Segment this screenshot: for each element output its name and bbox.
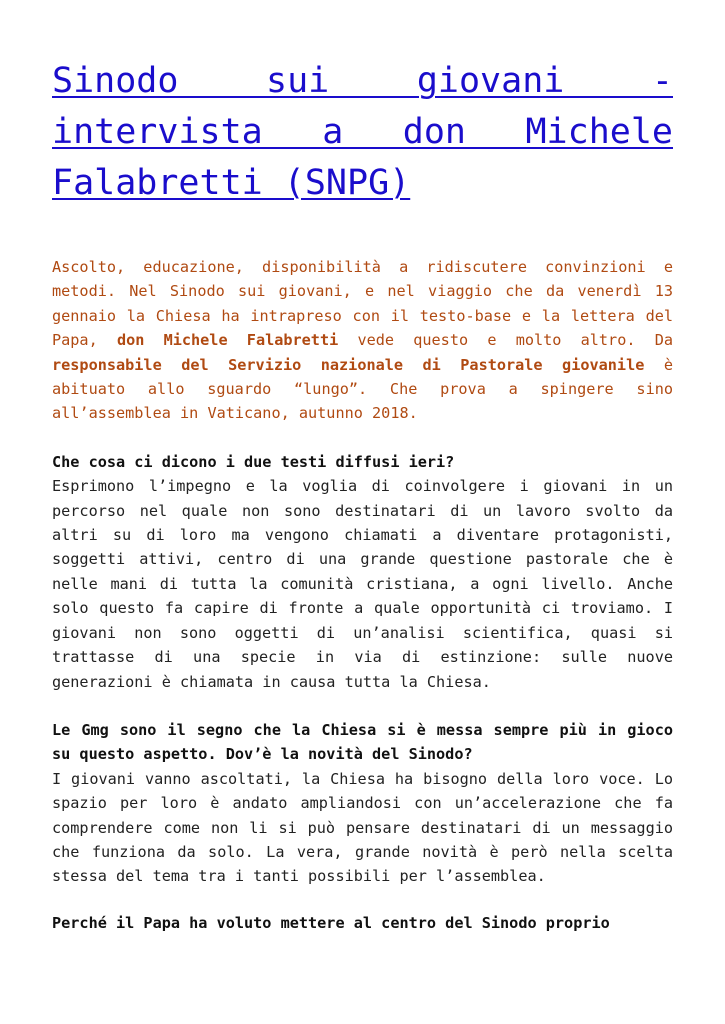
qa-block-2 [52,718,673,889]
question-1: Che cosa ci dicono i due testi diffusi ieri? [52,452,455,471]
lead-name: don Michele Falabretti [116,331,339,350]
article-title [52,56,673,209]
qa-block-3 [52,911,673,935]
qa-block-1 [52,450,673,694]
answer-2: I giovani vanno ascoltati, la Chiesa ha bisogno della loro voce. Lo spazio per loro è andato ampliandosi con un’accelerazione che fa comprendere come non li si può pensare destinatari di un messaggio che funziona da solo. La vera, grande novità è però nella scelta stessa del tema tra i tanti possibili per l’assemblea. [52,769,673,886]
article-lead [52,255,673,426]
question-3: Perché il Papa ha voluto mettere al centro del Sinodo proprio [52,913,610,932]
lead-text-1: Ascolto, educazione, disponibilità a ridiscutere convinzioni e metodi. Nel Sinodo sui giovani, e nel viaggio che da venerdì 13 gennaio la Chiesa ha intrapreso con il testo-base e la lettera del Papa, [52,258,673,350]
lead-role: responsabile del Servizio nazionale di Pastorale giovanile [52,355,645,374]
article-title-link[interactable]: Sinodo sui giovani - intervista a don Michele Falabretti (SNPG) [52,61,673,203]
question-2: Le Gmg sono il segno che la Chiesa si è messa sempre più in gioco su questo aspetto. Dov’è la novità del Sinodo? [52,720,673,764]
answer-1: Esprimono l’impegno e la voglia di coinvolgere i giovani in un percorso nel quale non sono destinatari di un lavoro svolto da altri su di loro ma vengono chiamati a diventare protagonisti, soggetti attivi, centro di una grande questione pastorale che è nelle mani di tutta la comunità cristiana, a ogni livello. Anche solo questo fa capire di fronte a quale opportunità ci troviamo. I giovani non sono oggetti di un’analisi scientifica, quasi si trattasse di una specie in via di estinzione: sulle nuove generazioni è chiamata in causa tutta la Chiesa. [52,477,673,691]
lead-text-3: è abituato allo sguardo “lungo”. Che prova a spingere sino all’assemblea in Vaticano, autunno 2018. [52,355,673,423]
lead-text-2: vede questo e molto altro. Da [338,331,673,350]
